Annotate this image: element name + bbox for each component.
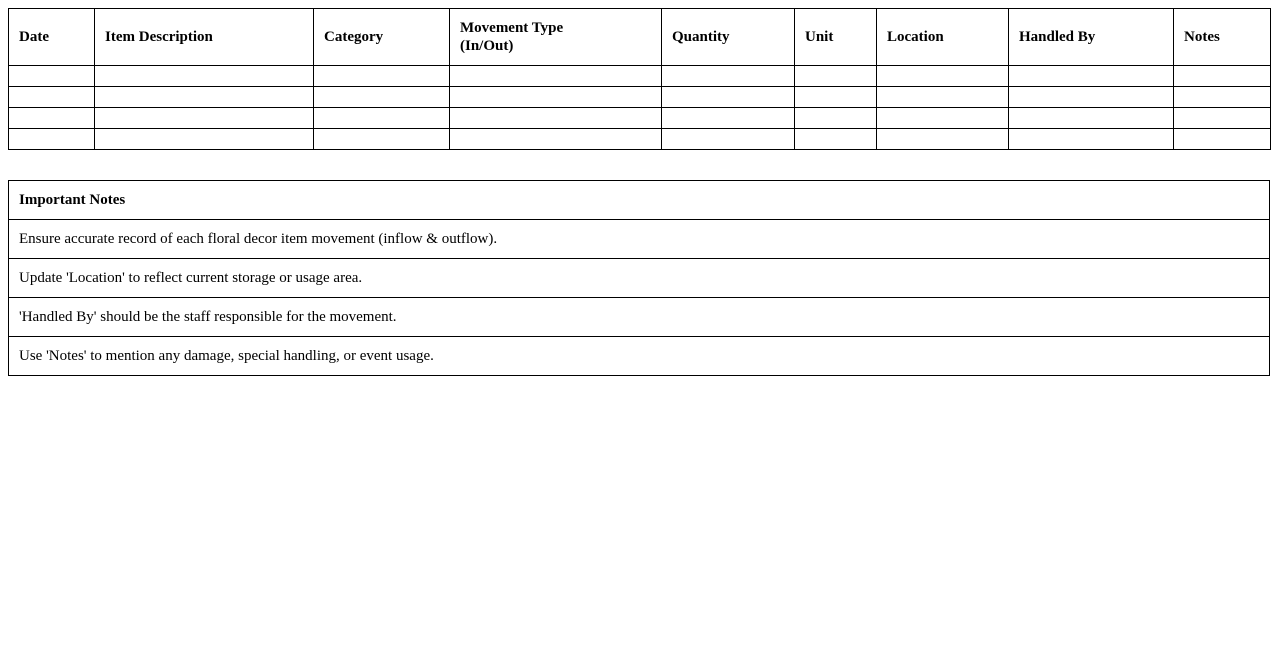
- cell-location[interactable]: [877, 129, 1009, 150]
- table-row: [9, 108, 1271, 129]
- cell-handled-by[interactable]: [1009, 87, 1174, 108]
- header-quantity: Quantity: [662, 9, 795, 66]
- cell-notes[interactable]: [1174, 66, 1271, 87]
- cell-quantity[interactable]: [662, 87, 795, 108]
- cell-handled-by[interactable]: [1009, 108, 1174, 129]
- header-row: [9, 9, 1271, 66]
- cell-unit[interactable]: [795, 66, 877, 87]
- header-handled-by: Handled By: [1009, 9, 1174, 66]
- header-item-description: Item Description: [95, 9, 314, 66]
- cell-movement-type[interactable]: [450, 66, 662, 87]
- cell-location[interactable]: [877, 66, 1009, 87]
- cell-item-description[interactable]: [95, 108, 314, 129]
- notes-title: Important Notes: [9, 181, 1270, 220]
- cell-category[interactable]: [314, 87, 450, 108]
- note-row: [9, 220, 1270, 259]
- document-body: [8, 8, 1270, 376]
- cell-movement-type[interactable]: [450, 108, 662, 129]
- note-row: [9, 259, 1270, 298]
- cell-item-description[interactable]: [95, 66, 314, 87]
- cell-item-description[interactable]: [95, 87, 314, 108]
- cell-item-description[interactable]: [95, 129, 314, 150]
- cell-location[interactable]: [877, 108, 1009, 129]
- cell-date[interactable]: [9, 108, 95, 129]
- cell-date[interactable]: [9, 87, 95, 108]
- cell-quantity[interactable]: [662, 108, 795, 129]
- note-item: Ensure accurate record of each floral decor item movement (inflow & outflow).: [9, 220, 1270, 259]
- important-notes-table: [8, 180, 1270, 376]
- note-item: 'Handled By' should be the staff responsible for the movement.: [9, 298, 1270, 337]
- cell-quantity[interactable]: [662, 129, 795, 150]
- header-movement-type: Movement Type (In/Out): [450, 9, 662, 66]
- cell-unit[interactable]: [795, 129, 877, 150]
- header-notes: Notes: [1174, 9, 1271, 66]
- cell-movement-type[interactable]: [450, 87, 662, 108]
- notes-title-row: [9, 181, 1270, 220]
- header-category: Category: [314, 9, 450, 66]
- note-item: Use 'Notes' to mention any damage, special handling, or event usage.: [9, 337, 1270, 376]
- table-row: [9, 87, 1271, 108]
- cell-category[interactable]: [314, 66, 450, 87]
- note-row: [9, 337, 1270, 376]
- cell-date[interactable]: [9, 129, 95, 150]
- cell-notes[interactable]: [1174, 87, 1271, 108]
- notes-list: [9, 220, 1270, 376]
- note-row: [9, 298, 1270, 337]
- cell-movement-type[interactable]: [450, 129, 662, 150]
- cell-date[interactable]: [9, 66, 95, 87]
- cell-notes[interactable]: [1174, 129, 1271, 150]
- cell-handled-by[interactable]: [1009, 129, 1174, 150]
- movement-table-body: [9, 66, 1271, 150]
- cell-notes[interactable]: [1174, 108, 1271, 129]
- header-unit: Unit: [795, 9, 877, 66]
- cell-unit[interactable]: [795, 87, 877, 108]
- table-row: [9, 66, 1271, 87]
- table-row: [9, 129, 1271, 150]
- cell-handled-by[interactable]: [1009, 66, 1174, 87]
- cell-quantity[interactable]: [662, 66, 795, 87]
- header-date: Date: [9, 9, 95, 66]
- cell-unit[interactable]: [795, 108, 877, 129]
- cell-location[interactable]: [877, 87, 1009, 108]
- note-item: Update 'Location' to reflect current storage or usage area.: [9, 259, 1270, 298]
- movement-log-table: [8, 8, 1271, 150]
- header-location: Location: [877, 9, 1009, 66]
- cell-category[interactable]: [314, 108, 450, 129]
- cell-category[interactable]: [314, 129, 450, 150]
